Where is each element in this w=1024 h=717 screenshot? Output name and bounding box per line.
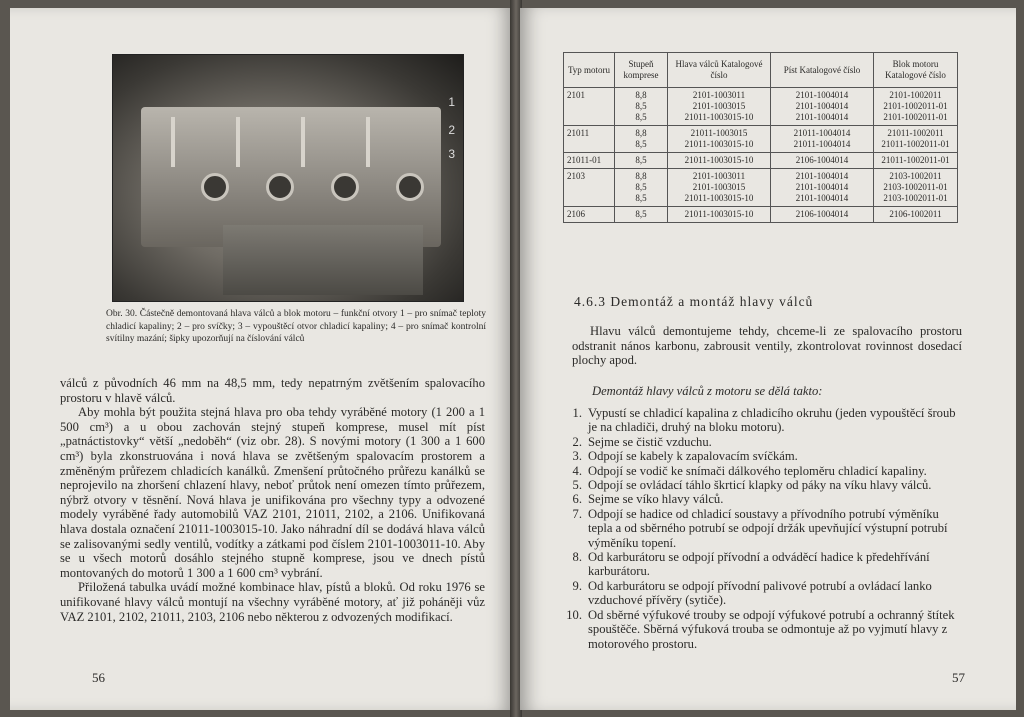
table-cell-line: 8,5 [635, 182, 647, 192]
step-number: 4. [572, 463, 582, 478]
step-item [554, 550, 964, 579]
step-number: 2. [572, 434, 582, 449]
table-row [564, 88, 958, 126]
step-item [554, 507, 964, 550]
cylinder-hole [201, 173, 229, 201]
step-item [554, 464, 964, 478]
table-header: Hlava válců Katalogové číslo [668, 53, 771, 88]
table-cell-line: 2101-1002011-01 [883, 112, 948, 122]
table-cell-line: 8,5 [635, 155, 647, 165]
step-text: Sejme se čistič vzduchu. [588, 434, 712, 449]
engine-block-lower [223, 225, 423, 295]
right-page [520, 8, 1016, 710]
step-number: 1. [572, 406, 582, 420]
stud [301, 117, 305, 167]
paragraph: válců z původních 46 mm na 48,5 mm, tedy nepatrným zvětšením spalovacího prostoru v hlavě válců. [60, 376, 485, 405]
table-cell-line: 2101-1004014 [795, 112, 849, 122]
table-cell-piston [771, 153, 874, 169]
table-cell-block [874, 153, 958, 169]
table-cell-line: 8,8 [635, 171, 647, 181]
table-cell-line: 8,5 [635, 193, 647, 203]
step-text: Od karburátoru se odpojí přívodní palivové potrubí a ovládací lanko vzduchové přívěry (sytiče). [588, 578, 932, 608]
table-cell-line: 2106-1004014 [795, 209, 849, 219]
step-number: 3. [572, 449, 582, 464]
table-cell-piston [771, 88, 874, 126]
paragraph: Aby mohla být použita stejná hlava pro oba tehdy vyráběné motory (1 200 a 1 500 cm³) a u obou zachován stejný stupeň komprese, musel mít píst „patnáctistovky“ větší „nedoběh“ (viz obr. 28). S novými motory (1 300 a 1 600 cm³) byla zkonstruována i nová hlava se zvětšeným spalovacím prostorem a změněným průřezem chladicích kanálků. Zmenšení průtočného průřezu kanálků se neprojevilo na zhoršení chlazení hlavy, neboť průtok není omezen tímto průřezem, nýbrž otvory v těsnění. Nová hlava je unifikována pro všechny typy a odvozené modely vyráběné řady automobilů VAZ 2101, 21011, 2102, a 2106. Unifikovaná hlava dostala označení 21011-1003015-10. Jako náhradní díl se dodává hlava válců se zalisovanými sedly ventilů, vodítky a zátkami pod číslem 2101-1003011-10. Aby se u všech motorů dosáhlo stejného stupně komprese, jsou ve dnech pístů montovaných do motorů 1 300 a 1 600 cm³ vybrání. [60, 405, 485, 580]
step-text: Sejme se víko hlavy válců. [588, 492, 724, 507]
steps-list [554, 406, 964, 651]
stud [366, 117, 370, 167]
step-text: Odpojí se vodič ke snímači dálkového teploměru chladicí kapaliny. [588, 463, 927, 478]
table-cell-line: 2101-1003011 [692, 90, 746, 100]
table-header: Blok motoru Katalogové číslo [874, 53, 958, 88]
table-cell-line: 21011-1003015-10 [684, 209, 754, 219]
table-cell-head [668, 207, 771, 223]
step-text: Odpojí se kabely k zapalovacím svíčkám. [588, 449, 798, 464]
table-cell-line: 21011-1003015 [690, 128, 748, 138]
table-cell-line: 2101-1003011 [692, 171, 746, 181]
table-cell-line: 2101-1004014 [795, 193, 849, 203]
step-number: 10. [566, 607, 582, 622]
table-row [564, 169, 958, 207]
table-row [564, 126, 958, 153]
step-text: Odpojí se hadice od chladicí soustavy a přívodního potrubí výměníku tepla a od sběrného potrubí se odpojí držák upevňující výstupní potrubí výměníku topení. [588, 506, 948, 550]
table-cell-type: 2106 [564, 207, 615, 223]
table-cell-line: 21011-1003015-10 [684, 155, 754, 165]
step-item [554, 478, 964, 492]
table-cell-block [874, 126, 958, 153]
cylinder-hole [331, 173, 359, 201]
stud [236, 117, 240, 167]
page-number: 56 [92, 670, 105, 685]
table-cell-line: 8,8 [635, 90, 647, 100]
step-item [554, 449, 964, 463]
table-cell-line: 8,5 [635, 112, 647, 122]
table-cell-line: 2101-1002011-01 [883, 101, 948, 111]
step-number: 7. [572, 506, 582, 521]
table-row [564, 207, 958, 223]
table-cell-line: 21011-1003015-10 [684, 112, 754, 122]
table-cell-head [668, 153, 771, 169]
table-cell-line: 2101-1002011 [889, 90, 942, 100]
table-cell-line: 21011-1002011-01 [881, 139, 950, 149]
table-cell-line: 2101-1004014 [795, 182, 849, 192]
steps-lead: Demontáž hlavy válců z motoru se dělá takto: [592, 384, 823, 398]
cylinder-hole [396, 173, 424, 201]
table-body [564, 88, 958, 223]
step-text: Od karburátoru se odpojí přívodní a odváděcí hadice k předehřívání karburátoru. [588, 550, 930, 579]
table-header: Typ motoru [564, 53, 615, 88]
step-text: Odpojí se ovládací táhlo škrticí klapky od páky na víku hlavy válců. [588, 478, 932, 493]
step-number: 6. [572, 492, 582, 507]
paragraph: Přiložená tabulka uvádí možné kombinace hlav, pístů a bloků. Od roku 1976 se unifikované hlavy válců montují na všechny vyráběné motory, ať již poháněji vůz VAZ 2101, 2102, 21011, 2103, 2106 nebo některou z odvozených modifikací. [60, 580, 485, 624]
left-page [10, 8, 512, 710]
photo-label-1: 1 [448, 95, 455, 109]
engine-block-photo [112, 54, 464, 302]
table-cell-compression [615, 169, 668, 207]
step-text: Od sběrné výfukové trouby se odpojí výfukové potrubí a ochranný štítek spouštěče. Sběrná výfuková trouba se odmontuje až po vyjmutí hlavy z motorového prostoru. [588, 607, 955, 651]
intro-paragraph: Hlavu válců demontujeme tehdy, chceme-li ze spalovacího prostoru odstranit nános karbonu, zabrousit ventily, zkontrolovat rovinnost dosedací plochy apod. [572, 324, 962, 368]
photo-label-3: 3 [448, 147, 455, 161]
table-cell-line: 2103-1002011-01 [883, 182, 948, 192]
cylinder-hole [266, 173, 294, 201]
combination-table [563, 52, 958, 223]
step-item [554, 492, 964, 506]
step-number: 5. [572, 478, 582, 493]
table-cell-block [874, 88, 958, 126]
table-header: Stupeň komprese [615, 53, 668, 88]
table-cell-head [668, 126, 771, 153]
table-cell-line: 8,8 [635, 128, 647, 138]
table-header-row [564, 53, 958, 88]
table-cell-line: 8,5 [635, 209, 647, 219]
table-cell-line: 21011-1003015-10 [684, 139, 754, 149]
table-cell-compression [615, 126, 668, 153]
step-item [554, 406, 964, 435]
table-cell-block [874, 169, 958, 207]
table-cell-head [668, 169, 771, 207]
table-cell-line: 2101-1004014 [795, 171, 849, 181]
table-cell-line: 21011-1004014 [793, 139, 851, 149]
table-cell-line: 2101-1003015 [692, 101, 746, 111]
table-cell-type: 2103 [564, 169, 615, 207]
table-cell-compression [615, 153, 668, 169]
table-header: Píst Katalogové číslo [771, 53, 874, 88]
table-cell-type: 21011 [564, 126, 615, 153]
table-cell-line: 2103-1002011 [889, 171, 942, 181]
page-number: 57 [952, 670, 965, 685]
step-item [554, 579, 964, 608]
table-cell-line: 21011-1004014 [793, 128, 851, 138]
table-cell-line: 2106-1004014 [795, 155, 849, 165]
step-item [554, 435, 964, 449]
table-cell-line: 21011-1002011 [887, 128, 944, 138]
left-body-text [60, 376, 485, 624]
table-row [564, 153, 958, 169]
table-cell-type: 21011-01 [564, 153, 615, 169]
table-cell-piston [771, 169, 874, 207]
step-text: Vypustí se chladicí kapalina z chladicího okruhu (jeden vypouštěcí šroub je na chladiči, druhý na bloku motoru). [588, 406, 956, 435]
table-cell-head [668, 88, 771, 126]
table-cell-compression [615, 88, 668, 126]
table-cell-line: 8,5 [635, 101, 647, 111]
photo-label-2: 2 [448, 123, 455, 137]
table-cell-block [874, 207, 958, 223]
table-cell-line: 2101-1004014 [795, 90, 849, 100]
table-cell-line: 8,5 [635, 139, 647, 149]
section-title: 4.6.3 Demontáž a montáž hlavy válců [574, 294, 814, 309]
table-cell-line: 2101-1004014 [795, 101, 849, 111]
table-cell-piston [771, 126, 874, 153]
table-cell-type: 2101 [564, 88, 615, 126]
figure-caption: Obr. 30. Částečně demontovaná hlava válců a blok motoru – funkční otvory 1 – pro snímač teploty chladicí kapaliny; 2 – pro svíčky; 3 – vypouštěcí otvor chladicí kapaliny; 4 – pro snímač kontrolní svítilny mazání; šipky upozorňují na číslování válců [106, 309, 486, 344]
table-cell-piston [771, 207, 874, 223]
step-item [554, 608, 964, 651]
table-cell-compression [615, 207, 668, 223]
step-number: 8. [572, 550, 582, 565]
table-cell-line: 2101-1003015 [692, 182, 746, 192]
table-cell-line: 21011-1003015-10 [684, 193, 754, 203]
table-cell-line: 21011-1002011-01 [881, 155, 950, 165]
table-cell-line: 2106-1002011 [889, 209, 942, 219]
table-cell-line: 2103-1002011-01 [883, 193, 948, 203]
step-number: 9. [572, 578, 582, 593]
stud [171, 117, 175, 167]
